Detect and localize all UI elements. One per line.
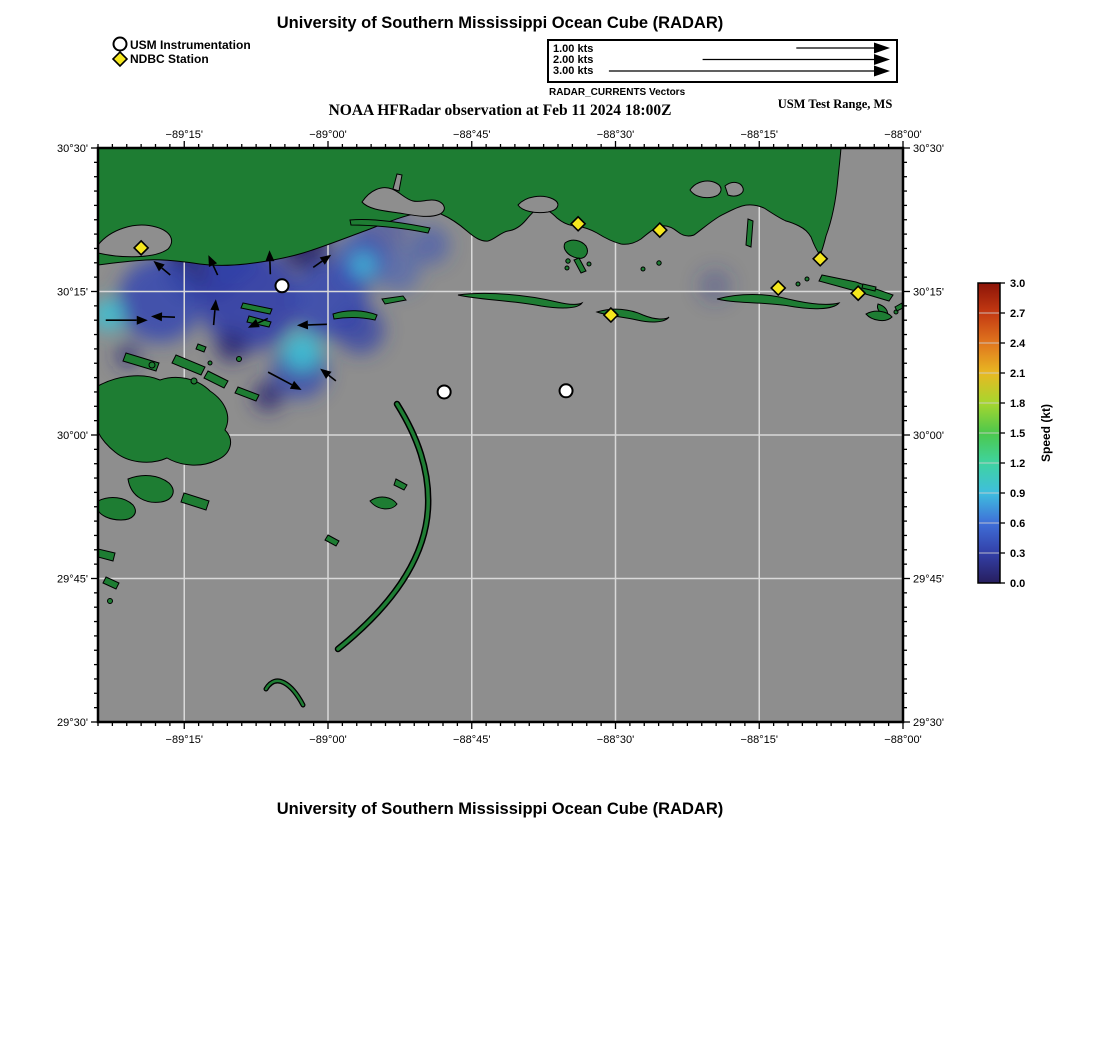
ndbc-diamond-marker-icon <box>113 52 127 66</box>
y-tick-label-left: 30°30' <box>57 143 88 155</box>
scale-row-3-label: 3.00 kts <box>553 65 593 77</box>
usm-instrumentation-marker <box>560 384 573 397</box>
x-tick-label-bottom: −88°45' <box>453 734 490 746</box>
islet <box>566 259 570 263</box>
x-tick-label-bottom: −88°00' <box>884 734 921 746</box>
colorbar-tick-label: 0.6 <box>1010 518 1025 530</box>
colorbar-tick-label: 1.8 <box>1010 398 1025 410</box>
observation-subtitle: NOAA HFRadar observation at Feb 11 2024 18:00Z <box>329 102 672 119</box>
scale-arrow-head <box>874 43 890 54</box>
colorbar-tick-label: 2.4 <box>1010 338 1026 350</box>
x-tick-label-bottom: −89°15' <box>166 734 203 746</box>
y-tick-label-right: 30°00' <box>913 430 944 442</box>
vector-scale-box <box>548 40 897 82</box>
test-range-label: USM Test Range, MS <box>778 97 893 111</box>
y-tick-label-right: 29°45' <box>913 574 944 586</box>
colorbar-tick-label: 2.7 <box>1010 308 1025 320</box>
legend-ndbc-label: NDBC Station <box>130 52 209 66</box>
x-tick-label-top: −89°15' <box>166 129 203 141</box>
legend-usm-label: USM Instrumentation <box>130 38 251 52</box>
pascagoula-inlet-2 <box>725 182 743 196</box>
vector-scale-border <box>548 40 897 82</box>
scale-arrows <box>609 43 890 77</box>
colorbar-tick-label: 0.3 <box>1010 548 1025 560</box>
y-tick-label-left: 30°15' <box>57 287 88 299</box>
islet <box>805 277 809 281</box>
x-tick-label-bottom: −89°00' <box>309 734 346 746</box>
speed-patch <box>92 299 124 331</box>
y-tick-label-right: 30°30' <box>913 143 944 155</box>
usm-instrumentation-marker <box>276 279 289 292</box>
current-vector-shaft <box>308 324 327 325</box>
scale-arrow-head <box>874 66 890 77</box>
colorbar-axis-label: Speed (kt) <box>1039 404 1053 462</box>
colorbar-tick-label: 0.0 <box>1010 578 1025 590</box>
y-tick-label-right: 29°30' <box>913 717 944 729</box>
colorbar-tick-label: 2.1 <box>1010 368 1025 380</box>
x-tick-label-top: −88°15' <box>741 129 778 141</box>
scale-row-1-label: 1.00 kts <box>553 43 593 55</box>
page-title: University of Southern Mississippi Ocean Cube (RADAR) <box>277 14 723 32</box>
speed-patch <box>118 258 202 342</box>
islet <box>657 261 661 265</box>
islet <box>149 362 155 368</box>
speed-patch <box>376 248 420 292</box>
y-tick-label-right: 30°15' <box>913 287 944 299</box>
x-tick-label-top: −88°00' <box>884 129 921 141</box>
x-tick-label-bottom: −88°15' <box>741 734 778 746</box>
usm-circle-marker-icon <box>114 38 127 51</box>
colorbar <box>978 278 1053 590</box>
vector-scale-caption: RADAR_CURRENTS Vectors <box>549 87 686 98</box>
colorbar-tick-label: 1.2 <box>1010 458 1025 470</box>
islet <box>237 357 242 362</box>
islet <box>108 599 113 604</box>
islet <box>796 282 800 286</box>
y-tick-label-left: 29°45' <box>57 574 88 586</box>
usm-instrumentation-marker <box>438 385 451 398</box>
legend <box>113 38 251 67</box>
islet <box>641 267 645 271</box>
x-tick-label-top: −88°30' <box>597 129 634 141</box>
scale-arrow-head <box>874 54 890 65</box>
map-area <box>91 141 910 729</box>
colorbar-tick-label: 3.0 <box>1010 278 1025 290</box>
speed-patch <box>283 333 321 371</box>
speed-patch <box>216 330 248 362</box>
x-tick-label-top: −88°45' <box>453 129 490 141</box>
scale-row-2-label: 2.00 kts <box>553 54 593 66</box>
x-tick-label-bottom: −88°30' <box>597 734 634 746</box>
colorbar-tick-label: 0.9 <box>1010 488 1025 500</box>
islet <box>208 361 212 365</box>
y-tick-label-left: 29°30' <box>57 717 88 729</box>
x-tick-label-top: −89°00' <box>309 129 346 141</box>
colorbar-tick-label: 1.5 <box>1010 428 1025 440</box>
islet <box>191 378 197 384</box>
footer-title: University of Southern Mississippi Ocean Cube (RADAR) <box>277 800 723 818</box>
islet <box>565 266 569 270</box>
islet <box>587 262 591 266</box>
speed-patch <box>351 253 375 277</box>
y-tick-label-left: 30°00' <box>57 430 88 442</box>
